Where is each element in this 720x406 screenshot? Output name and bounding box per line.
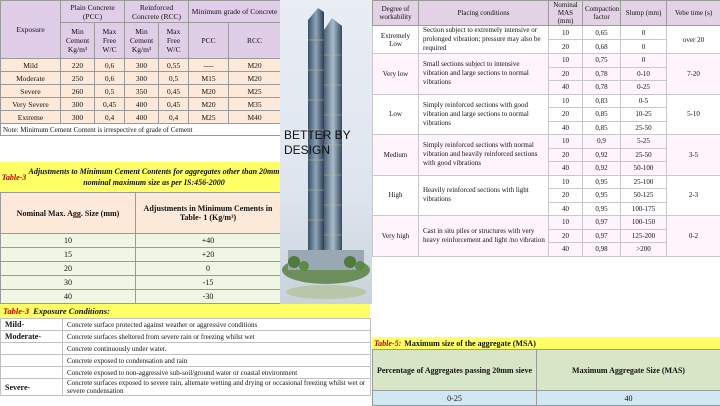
table-cell: 0,95 xyxy=(583,175,621,189)
placing-conditions: Simply reinforced sections with good vibration and large sections to normal vibrations xyxy=(419,94,549,135)
vebe-time: 2-3 xyxy=(667,175,720,216)
msa-title-bar xyxy=(372,337,720,349)
table-cell: 0-10 xyxy=(621,67,667,81)
table-row xyxy=(373,175,720,189)
table-row xyxy=(373,54,720,68)
table-cell: M35 xyxy=(229,98,281,111)
exposure-description: Concrete surfaces exposed to severe rain, alternate wetting and drying or occasional freezing whilst wet or severe condensation xyxy=(63,379,371,396)
exposure-description: Concrete surfaces sheltered from severe rain or freezing whilst wet xyxy=(63,331,371,343)
workability-degree: High xyxy=(373,175,419,216)
column-header: Placing conditions xyxy=(419,1,549,26)
table-label: Table-3 xyxy=(0,173,28,182)
workability-degree: Extremely Low xyxy=(373,26,419,54)
table-row xyxy=(1,248,281,262)
table-row xyxy=(373,94,720,108)
table-cell: 0-5 xyxy=(621,94,667,108)
table-cell: 300 xyxy=(61,98,95,111)
table-cell: 40 xyxy=(549,202,583,216)
table-cell: 20 xyxy=(549,148,583,162)
table-cell: +20 xyxy=(136,248,281,262)
table-cell: -30 xyxy=(136,290,281,304)
table-row xyxy=(1,85,281,98)
table-cell: M25 xyxy=(189,111,229,124)
exposure-name: Extreme xyxy=(1,111,61,124)
table-row xyxy=(1,262,281,276)
header-exposure: Exposure xyxy=(1,1,61,59)
column-header: Nominal MAS (mm) xyxy=(549,1,583,26)
adjustments-title-bar xyxy=(0,162,280,192)
header-adjustment: Adjustments in Minimum Cements in Table- 1 (Kg/m³) xyxy=(136,193,281,234)
table-cell: 25-50 xyxy=(621,121,667,135)
table-cell: 0,65 xyxy=(583,26,621,40)
table-cell: 0,4 xyxy=(159,111,189,124)
min-cement-table xyxy=(0,0,281,136)
table-cell: 20 xyxy=(1,262,136,276)
vebe-time: 3-5 xyxy=(667,135,720,176)
table-note: Note: Minimum Cement Content is irrespective of grade of Cement xyxy=(1,124,281,136)
table-cell: 40 xyxy=(549,162,583,176)
table-cell: 0,85 xyxy=(583,108,621,122)
vebe-time: 7-20 xyxy=(667,54,720,95)
adjustments-title: Adjustments to Minimum Cement Contents for aggregates other than 20mm nominal maximum size as per IS:456-2000 xyxy=(28,166,280,188)
table-row xyxy=(1,111,281,124)
table-cell: M20 xyxy=(189,98,229,111)
table-cell: M15 xyxy=(189,72,229,85)
table-cell: +40 xyxy=(136,234,281,248)
table-cell: M20 xyxy=(189,85,229,98)
exposure-description: Concrete exposed to non-aggressive sub-soil/ground water or coastal environment xyxy=(63,367,371,379)
header-rcc-grade: RCC xyxy=(229,23,281,59)
table-cell: 300 xyxy=(125,72,159,85)
table-cell: M20 xyxy=(229,59,281,72)
table-cell: 250 xyxy=(61,72,95,85)
table-cell: 0 xyxy=(621,40,667,54)
table-cell: 20 xyxy=(549,108,583,122)
table-cell: 40 xyxy=(549,121,583,135)
table-cell: 0,6 xyxy=(95,72,125,85)
table-row xyxy=(1,276,281,290)
table-cell: ---- xyxy=(189,59,229,72)
vebe-time: 5-10 xyxy=(667,94,720,135)
table-cell: 10 xyxy=(549,94,583,108)
table-cell: 400 xyxy=(125,98,159,111)
column-header: Vebe time (s) xyxy=(667,1,720,26)
exposure-row xyxy=(1,319,371,331)
exposure-class xyxy=(1,355,63,367)
table-cell: >200 xyxy=(621,243,667,257)
workability-table xyxy=(372,0,720,257)
table-cell: 0,92 xyxy=(583,162,621,176)
table-cell: 40 xyxy=(549,81,583,95)
table-cell: 10 xyxy=(549,216,583,230)
exposure-description: Concrete surface protected against weather or aggressive conditions xyxy=(63,319,371,331)
header-max-wc: Max Free W/C xyxy=(159,23,189,59)
table-cell: 0,95 xyxy=(583,202,621,216)
table-cell: 10 xyxy=(549,26,583,40)
exposure-name: Moderate xyxy=(1,72,61,85)
table-cell: 10 xyxy=(549,54,583,68)
exposure-name: Very Severe xyxy=(1,98,61,111)
table-row xyxy=(373,135,720,149)
table-cell: 15 xyxy=(1,248,136,262)
exposure-class xyxy=(1,343,63,355)
table-cell: 40 xyxy=(1,290,136,304)
table-cell: 40 xyxy=(537,391,720,406)
header-min-cement: Min Cement Kg/m³ xyxy=(61,23,95,59)
table-cell: 0,78 xyxy=(583,67,621,81)
exposure-class: Moderate- xyxy=(1,331,63,343)
placing-conditions: Heavily reinforced sections with light vibrations xyxy=(419,175,549,216)
table-cell: 400 xyxy=(125,111,159,124)
table-cell: 40 xyxy=(549,243,583,257)
placing-conditions: Section subject to extremely intensive or prolonged vibration; pressure may also be required xyxy=(419,26,549,54)
table-cell: M25 xyxy=(229,85,281,98)
workability-degree: Very high xyxy=(373,216,419,257)
table-cell: 125-200 xyxy=(621,229,667,243)
caption-line-1: BETTER BY xyxy=(284,128,384,143)
exposure-description: Concrete exposed to condensation and rain xyxy=(63,355,371,367)
table-cell: 5-25 xyxy=(621,135,667,149)
table-cell: 0 xyxy=(621,54,667,68)
table-row xyxy=(1,59,281,72)
msa-title: Maximum size of the aggregate (MSA) xyxy=(404,339,536,348)
placing-conditions: Cast in situ piles or structures with very heavy reinforcement and light /no vibration xyxy=(419,216,549,257)
header-rcc: Reinforced Concrete (RCC) xyxy=(125,1,189,23)
header-percent-passing: Percentage of Aggregates passing 20mm sieve xyxy=(373,350,537,391)
table-cell: 300 xyxy=(125,59,159,72)
exposure-row xyxy=(1,367,371,379)
table-cell: M20 xyxy=(229,72,281,85)
header-agg-size: Nominal Max. Agg. Size (mm) xyxy=(1,193,136,234)
table-cell: 0,55 xyxy=(159,59,189,72)
table-cell: 0 xyxy=(136,262,281,276)
table-cell: 10 xyxy=(1,234,136,248)
exposure-name: Severe xyxy=(1,85,61,98)
exposure-description: Concrete continuously under water. xyxy=(63,343,371,355)
table-cell: -15 xyxy=(136,276,281,290)
placing-conditions: Small sections subject to intensive vibration and large sections to normal vibrations xyxy=(419,54,549,95)
msa-table xyxy=(372,349,720,406)
header-pcc-grade: PCC xyxy=(189,23,229,59)
header-max-agg-size: Maximum Aggregate Size (MAS) xyxy=(537,350,720,391)
table-cell: 0 xyxy=(621,26,667,40)
table-row xyxy=(1,72,281,85)
table-cell: 0,85 xyxy=(583,121,621,135)
exposure-conditions-table xyxy=(0,318,371,396)
exposure-title-bar xyxy=(0,304,370,318)
table-cell: 0,9 xyxy=(583,135,621,149)
table-cell: 25-100 xyxy=(621,175,667,189)
table-label: Table-3 xyxy=(3,306,29,316)
table-cell: 0,78 xyxy=(583,81,621,95)
table-row xyxy=(1,98,281,111)
table-row xyxy=(1,290,281,304)
table-cell: 0,5 xyxy=(159,72,189,85)
table-cell: 0,45 xyxy=(159,98,189,111)
table-cell: M40 xyxy=(229,111,281,124)
table-cell: 0,75 xyxy=(583,54,621,68)
column-header: Compaction factor xyxy=(583,1,621,26)
table-cell: 0,45 xyxy=(159,85,189,98)
table-cell: 20 xyxy=(549,67,583,81)
workability-degree: Medium xyxy=(373,135,419,176)
table-cell: 260 xyxy=(61,85,95,98)
table-cell: 0,5 xyxy=(95,85,125,98)
table-cell: 0,6 xyxy=(95,59,125,72)
workability-degree: Very low xyxy=(373,54,419,95)
table-cell: 10-25 xyxy=(621,108,667,122)
table-cell: 100-175 xyxy=(621,202,667,216)
table-label: Table-5: xyxy=(374,339,401,348)
table-cell: 10 xyxy=(549,135,583,149)
vebe-time: over 20 xyxy=(667,26,720,54)
table-cell: 0,95 xyxy=(583,189,621,203)
table-cell: 0,92 xyxy=(583,148,621,162)
table-cell: 0,68 xyxy=(583,40,621,54)
table-cell: 0,98 xyxy=(583,243,621,257)
exposure-name: Mild xyxy=(1,59,61,72)
table-cell: 20 xyxy=(549,40,583,54)
table-cell: 50-125 xyxy=(621,189,667,203)
exposure-row xyxy=(1,343,371,355)
exposure-row xyxy=(1,331,371,343)
table-cell: 300 xyxy=(61,111,95,124)
vebe-time: 0-2 xyxy=(667,216,720,257)
header-max-wc: Max Free W/C xyxy=(95,23,125,59)
table-row xyxy=(1,234,281,248)
table-cell: 25-50 xyxy=(621,148,667,162)
header-pcc: Plain Concrete (PCC) xyxy=(61,1,125,23)
table-cell: 0-25 xyxy=(373,391,537,406)
placing-conditions: Simply reinforced sections with normal vibration and heavily reinforced sections with good vibrations xyxy=(419,135,549,176)
table-row xyxy=(373,26,720,40)
table-cell: 220 xyxy=(61,59,95,72)
table-cell: 0,83 xyxy=(583,94,621,108)
table-cell: 0,45 xyxy=(95,98,125,111)
table-cell: 20 xyxy=(549,189,583,203)
table-cell: 0,97 xyxy=(583,229,621,243)
table-cell: 100-150 xyxy=(621,216,667,230)
header-min-cement: Min Cement Kg/m³ xyxy=(125,23,159,59)
column-header: Degree of workability xyxy=(373,1,419,26)
exposure-class: Severe- xyxy=(1,379,63,396)
exposure-row xyxy=(1,355,371,367)
building-caption xyxy=(284,128,384,158)
table-row xyxy=(373,391,720,406)
table-cell: 30 xyxy=(1,276,136,290)
table-cell: 10 xyxy=(549,175,583,189)
table-cell: 20 xyxy=(549,229,583,243)
exposure-row xyxy=(1,379,371,396)
table-cell: 0,4 xyxy=(95,111,125,124)
exposure-class: Mild- xyxy=(1,319,63,331)
column-header: Slump (mm) xyxy=(621,1,667,26)
exposure-class xyxy=(1,367,63,379)
adjustments-table xyxy=(0,192,281,304)
table-cell: 0,97 xyxy=(583,216,621,230)
table-cell: 50-100 xyxy=(621,162,667,176)
table-cell: 0-25 xyxy=(621,81,667,95)
workability-degree: Low xyxy=(373,94,419,135)
table-cell: 350 xyxy=(125,85,159,98)
caption-line-2: DESIGN xyxy=(284,143,384,158)
header-min-grade: Minimum grade of Concrete xyxy=(189,1,281,23)
exposure-title: Exposure Conditions: xyxy=(33,306,110,316)
table-row xyxy=(373,216,720,230)
